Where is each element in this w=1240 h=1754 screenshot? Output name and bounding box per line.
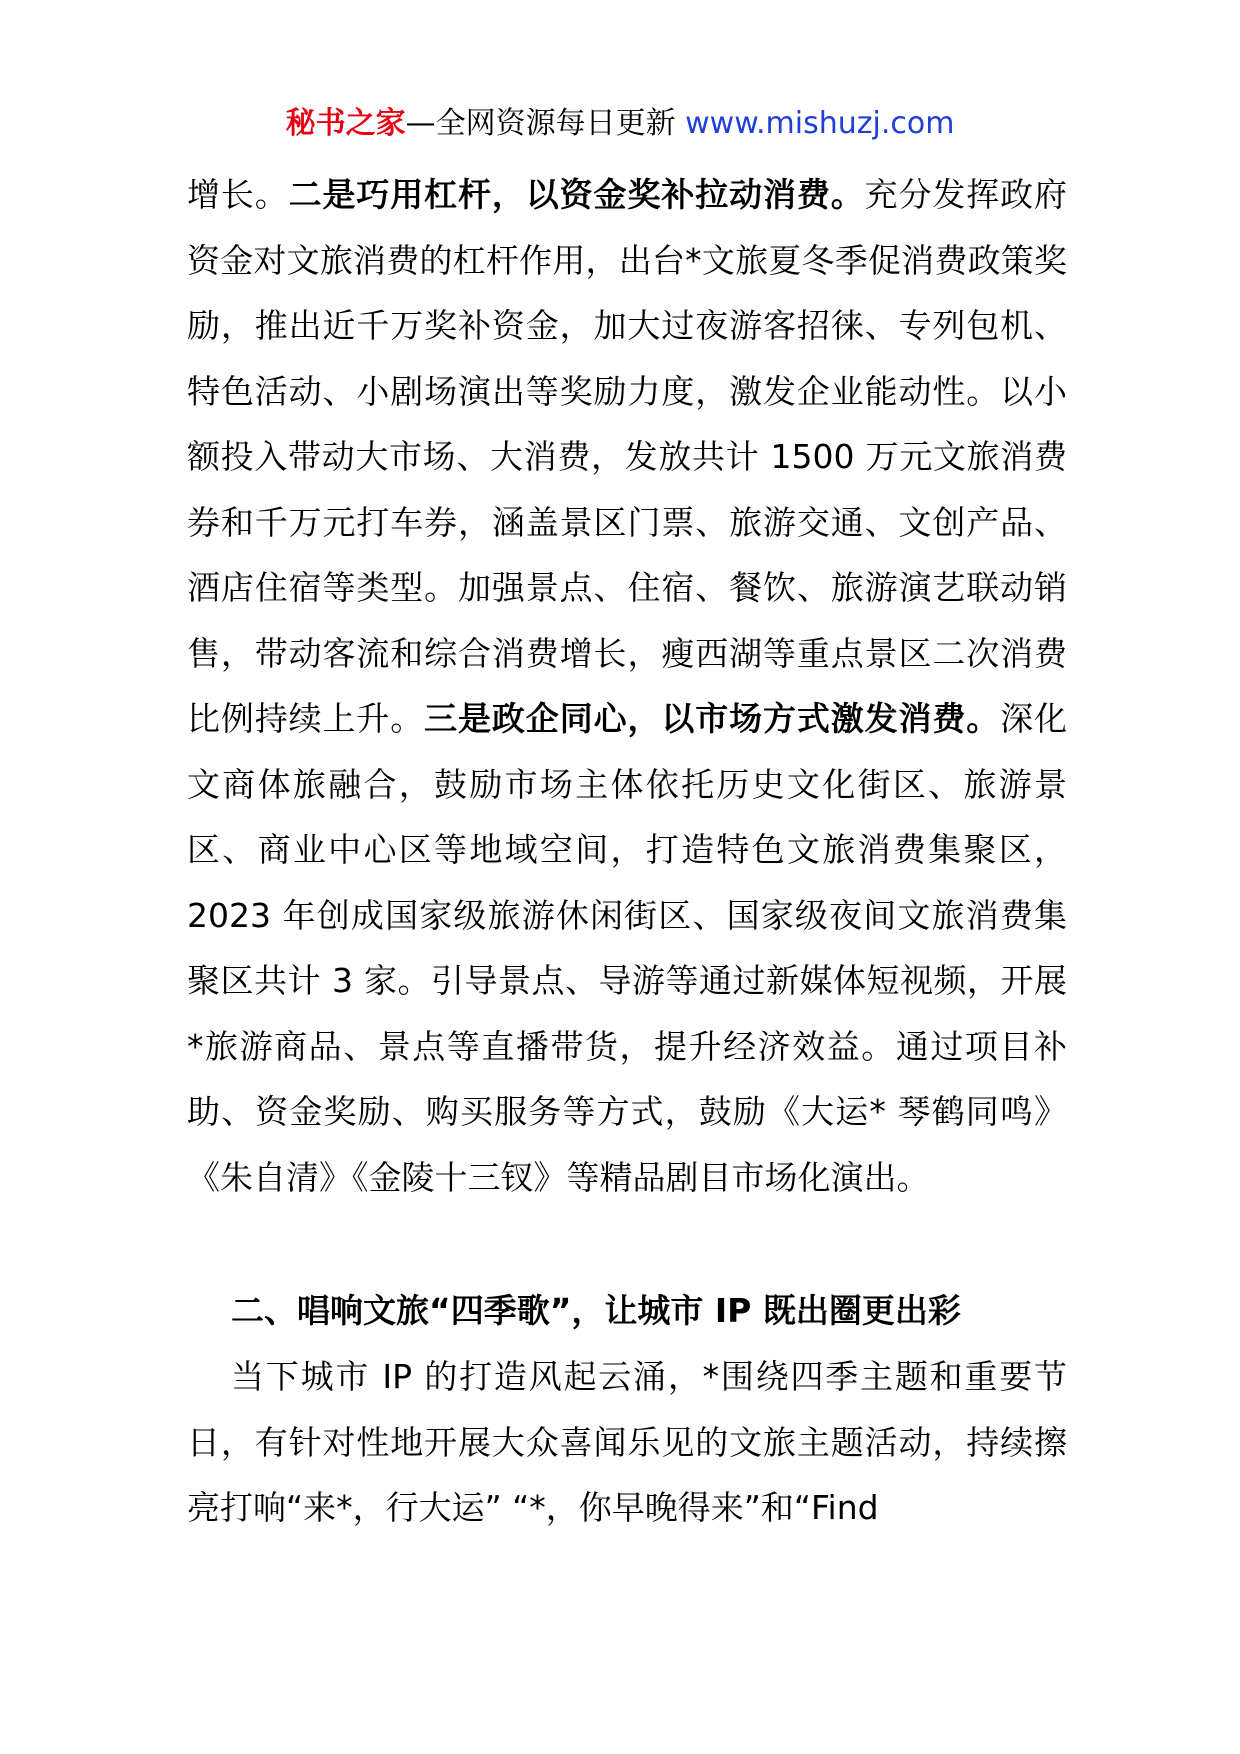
brand-name: 秘书之家 — [285, 106, 406, 141]
section-heading: 二、唱响文旅“四季歌”，让城市 IP 既出圈更出彩 — [231, 1291, 961, 1330]
section-paragraph: 当下城市 IP 的打造风起云涌，*围绕四季主题和重要节日，有针对性地开展大众喜闻乐见的文旅主题活动，持续擦亮打响“来*，行大运” “*，你早晚得来”和“Find — [187, 1357, 1067, 1527]
header-url-link[interactable]: www.mishuzj.com — [685, 106, 955, 141]
paragraph-1-bold-a: 二是巧用杠杆，以资金奖补拉动消费。 — [288, 175, 865, 214]
paragraph-1-bold-b: 三是政企同心，以市场方式激发消费。 — [424, 699, 1001, 738]
page-header — [0, 100, 1240, 148]
paragraph-1-text-a: 增长。 — [187, 175, 289, 214]
paragraph-1 — [187, 162, 1067, 1210]
header-tagline: —全网资源每日更新 — [405, 106, 676, 141]
paragraph-1-text-b: 充分发挥政府资金对文旅消费的杠杆作用，出台*文旅夏冬季促消费政策奖励，推出近千万奖补资金，加大过夜游客招徕、专列包机、特色活动、小剧场演出等奖励力度，激发企业能动性。以小额投入带动大市场、大消费，发放共计 1500 万元文旅消费券和千万元打车券，涵盖景区门票、旅游交通、文创产品、酒店住宿等类型。加强景点、住宿、餐饮、旅游演艺联动销售，带动客流和综合消费增长，瘦西湖等重点景区二次消费比例持续上升。 — [187, 175, 1068, 738]
body-paragraph-1 — [187, 162, 1067, 1210]
paragraph-1-text-c: 深化文商体旅融合，鼓励市场主体依托历史文化街区、旅游景区、商业中心区等地域空间，打造特色文旅消费集聚区，2023 年创成国家级旅游休闲街区、国家级夜间文旅消费集聚区共计 3 家。引导景点、导游等通过新媒体短视频，开展*旅游商品、景点等直播带货，提升经济效益。通过项目补助、资金奖励、购买服务等方式，鼓励《大运* 琴鹤同鸣》《朱自清》《金陵十三钗》等精品剧目市场化演出。 — [187, 699, 1068, 1197]
